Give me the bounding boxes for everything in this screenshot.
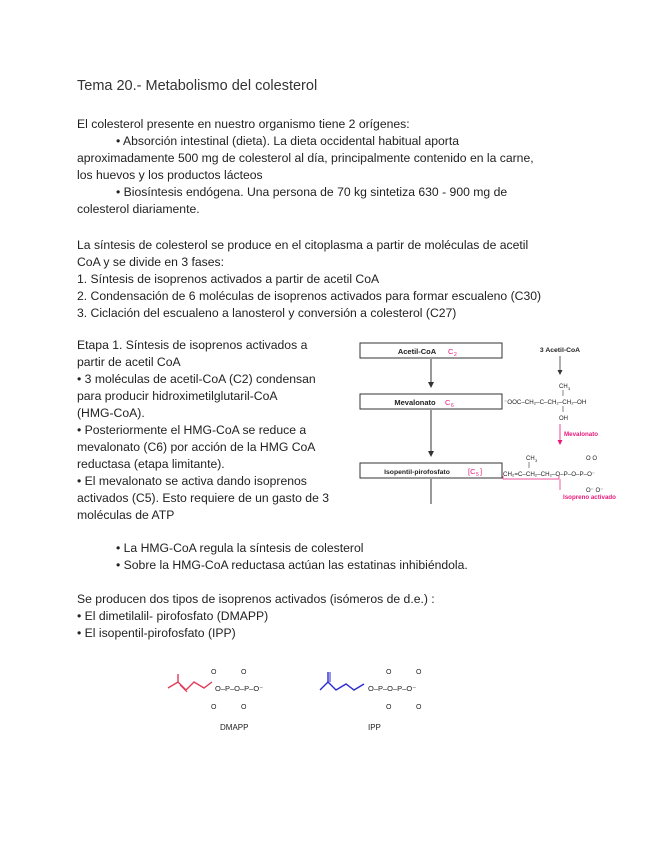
isoprenes-intro: Se producen dos tipos de isoprenos activados (isómeros de d.e.) : (77, 592, 435, 606)
phases-intro-cont: CoA y se divide en 3 fases: (77, 255, 225, 269)
arrow-head (428, 382, 434, 388)
isopreno-label: Isopreno activado (563, 494, 616, 501)
box-mevalonato-carbon: C (445, 398, 451, 407)
phosphate-bottom-o: O⁻ O⁻ (586, 488, 604, 494)
phase-2: 2. Condensación de 6 moléculas de isoprenos activados para formar escualeno (C30) (77, 289, 542, 303)
phase-3: 3. Ciclación del escualeno a lanosterol y conversión a colesterol (C27) (77, 306, 457, 320)
box-isopentil-carbon: [C (468, 467, 476, 476)
stage1-line: mevalonato (C6) por acción de la HMG CoA (77, 440, 316, 454)
stage1-line: moléculas de ATP (77, 508, 175, 522)
oh-group: OH (559, 416, 568, 422)
box-mevalonato-sub: 6 (451, 403, 454, 409)
bullet-dmapp: • El dimetilalil- pirofosfato (DMAPP) (77, 609, 269, 623)
bullet-regula: • La HMG-CoA regula la síntesis de colesterol (116, 541, 364, 555)
stage1-line: (HMG-CoA). (77, 406, 145, 420)
isoprene-chain: CH₂=C–CH₂–CH₂–O–P–O–P–O⁻ (503, 471, 596, 478)
stage1-line: activados (C5). Esto requiere de un gasto de 3 (77, 491, 330, 505)
box-mevalonato-label: Mevalonato (394, 398, 436, 407)
mevalonato-label: Mevalonato (564, 431, 599, 438)
box-isopentil-sub: 5 (476, 472, 479, 478)
dmapp-o-bottom: O (211, 704, 217, 711)
page-title: Tema 20.- Metabolismo del colesterol (77, 78, 318, 94)
intro-line: El colesterol presente en nuestro organismo tiene 2 orígenes: (77, 117, 410, 131)
ipp-label: IPP (368, 723, 381, 732)
box-isopentil-label: Isopentil-pirofosfato (384, 469, 450, 476)
pathway-diagram (355, 336, 645, 511)
dmapp-o-bottom2: O (241, 704, 247, 711)
stage1-line: • 3 moléculas de acetil-CoA (C2) condensan (77, 372, 316, 386)
bullet-biosintesis: • Biosíntesis endógena. Una persona de 70 kg sintetiza 630 - 900 mg de (116, 185, 508, 199)
ch3-group: CH (559, 384, 568, 390)
dmapp-skeleton (168, 682, 212, 690)
bullet-absorcion: • Absorción intestinal (dieta). La dieta occidental habitual aporta (116, 134, 460, 148)
ipp-o-bottom2: O (416, 704, 422, 711)
bullet-absorcion-cont2: los huevos y los productos lácteos (77, 168, 263, 182)
stage1-heading: Etapa 1. Síntesis de isoprenos activados a (77, 338, 308, 352)
phosphate-top-o: O O (586, 456, 598, 462)
stage1-line: reductasa (etapa limitante). (77, 457, 225, 471)
mevalonate-chain: ⁻OOC–CH₂–C–CH₂–CH₂–OH (504, 399, 587, 406)
bullet-ipp: • El isopentil-pirofosfato (IPP) (77, 626, 236, 640)
ipp-o-bottom: O (386, 704, 392, 711)
ch3b-sub: 3 (535, 458, 538, 463)
dmapp-phosphate: O–P–O–P–O⁻ (215, 684, 264, 693)
box-acetil-coa-label: Acetil-CoA (397, 347, 437, 356)
arrow-head (428, 451, 434, 457)
top-label: 3 Acetil-CoA (539, 347, 581, 354)
dmapp-o-top: O (211, 669, 217, 676)
box-isopentil-close: ] (480, 467, 483, 476)
dmapp-o-top2: O (241, 669, 247, 676)
stage1-line: • El mevalonato se activa dando isoprenos (77, 474, 307, 488)
box-acetil-coa-carbon: C (448, 347, 454, 356)
ipp-o-top2: O (416, 669, 422, 676)
ipp-skeleton (320, 682, 364, 690)
box-acetil-coa-sub: 2 (454, 352, 457, 358)
bullet-estatinas: • Sobre la HMG-CoA reductasa actúan las estatinas inhibiéndola. (116, 558, 468, 572)
stage1-line: • Posteriormente el HMG-CoA se reduce a (77, 423, 307, 437)
ipp-o-top: O (386, 669, 392, 676)
stage1-line: para producir hidroximetilglutaril-CoA (77, 389, 278, 403)
phases-intro: La síntesis de colesterol se produce en el citoplasma a partir de moléculas de acetil (77, 238, 529, 252)
isoprene-structures (160, 660, 460, 740)
stage1-line: partir de acetil CoA (77, 355, 181, 369)
bullet-biosintesis-cont: colesterol diariamente. (77, 202, 200, 216)
dmapp-label: DMAPP (220, 723, 249, 732)
ch3b-group: CH (526, 456, 535, 462)
bullet-absorcion-cont: aproximadamente 500 mg de colesterol al día, principalmente contenido en la carne, (77, 151, 534, 165)
ch3-sub: 3 (568, 386, 571, 391)
phase-1: 1. Síntesis de isoprenos activados a partir de acetil CoA (77, 272, 380, 286)
ipp-phosphate: O–P–O–P–O⁻ (368, 684, 417, 693)
